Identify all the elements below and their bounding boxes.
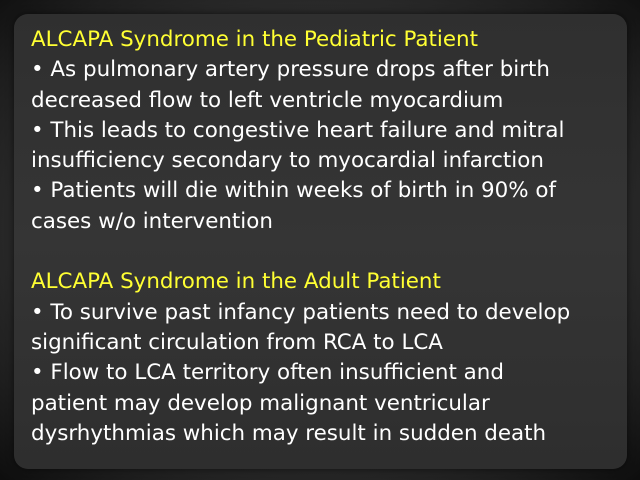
text-line: • Patients will die within weeks of birth in 90% of <box>31 178 557 204</box>
text-line: decreased flow to left ventricle myocardium <box>31 87 504 113</box>
text-line: • As pulmonary artery pressure drops after birth <box>31 57 550 83</box>
slide-body <box>31 25 621 449</box>
text-line: • To survive past infancy patients need to develop <box>31 299 571 325</box>
text-line: patient may develop malignant ventricular <box>31 390 490 416</box>
section-pediatric <box>31 25 621 237</box>
text-line: • Flow to LCA territory often insufficient and <box>31 360 504 386</box>
text-line: insufficiency secondary to myocardial infarction <box>31 148 544 174</box>
section-adult <box>31 267 621 449</box>
text-line: • This leads to congestive heart failure and mitral <box>31 117 565 143</box>
section-spacer <box>31 237 621 267</box>
text-line: significant circulation from RCA to LCA <box>31 329 443 355</box>
section-heading: ALCAPA Syndrome in the Adult Patient <box>31 269 441 295</box>
section-heading: ALCAPA Syndrome in the Pediatric Patient <box>31 27 478 52</box>
text-line: cases w/o intervention <box>31 208 273 234</box>
text-line: dysrhythmias which may result in sudden death <box>31 420 547 446</box>
